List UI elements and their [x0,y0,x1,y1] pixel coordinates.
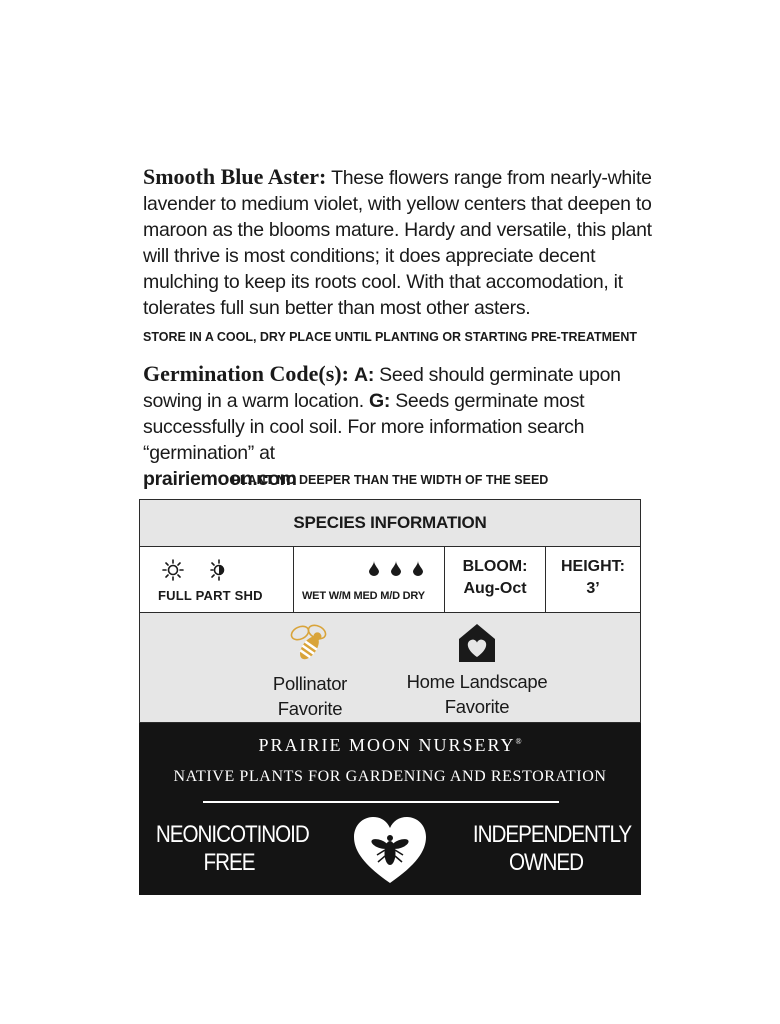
sun-exposure-cell [140,547,294,612]
bloom-cell [445,547,546,612]
height-label: HEIGHT: [561,558,625,575]
planting-depth-note: PLANT NO DEEPER THAN THE WIDTH OF THE SEED [231,473,549,487]
brand-tagline: NATIVE PLANTS FOR GARDENING AND RESTORATION [173,768,607,785]
germination-code-g: G: [369,390,391,412]
germination-heading: Germination Code(s): [143,361,349,386]
brand-name: PRAIRIE MOON NURSERY® [258,735,522,755]
footer-divider [203,801,559,803]
home-landscape-badge-line2: Favorite [444,696,510,717]
bloom-value: Aug-Oct [463,580,527,597]
species-description [143,164,653,321]
home-landscape-badge-line1: Home Landscape [406,671,548,692]
brand-footer [139,723,641,895]
germination-text-g: Seeds germinate most successfully in cool soil. For more information search “germination” at [143,390,585,464]
storage-note: STORE IN A COOL, DRY PLACE UNTIL PLANTING OR STARTING PRE-TREATMENT [143,330,637,344]
part-sun-icon [208,559,230,581]
full-sun-icon [162,559,184,581]
badges-area [140,613,640,723]
species-description-text: These flowers range from nearly-white lavender to medium violet, with yellow centers that deepen to maroon as the blooms mature. Hardy and versatile, this plant will thrive is most conditions; it does appreciate decent mulching to keep its roots cool. With that accomodation, it tolerates full sun better than most other asters. [143,167,652,319]
heart-bee-icon [354,817,426,885]
pollinator-badge [240,623,380,721]
independently-owned-badge: INDEPENDENTLY OWNED [472,821,632,876]
moisture-labels: WET W/M MED M/D DRY [302,590,425,602]
moisture-cell [294,547,445,612]
height-cell [546,547,640,612]
germination-text-a: Seed should germinate upon sowing in a warm location. [143,364,621,412]
pollinator-badge-line1: Pollinator [272,673,348,694]
water-drop-icon [413,561,423,576]
species-name: Smooth Blue Aster: [143,164,327,189]
home-landscape-badge [402,623,552,719]
height-value: 3’ [586,580,600,597]
germination-code-a: A: [354,364,375,386]
website-link[interactable]: prairiemoon.com [143,468,297,490]
bee-icon [287,623,333,665]
sun-exposure-labels: FULL PART SHD [158,588,263,603]
species-info-row [140,547,640,613]
trademark-symbol: ® [515,737,522,746]
pollinator-badge-line2: Favorite [277,698,343,719]
water-drop-icon [369,561,379,576]
house-heart-icon [458,623,496,663]
neonicotinoid-free-badge: NEONICOTINOID FREE [155,821,309,876]
bloom-label: BLOOM: [462,558,528,575]
species-info-panel [139,499,641,723]
species-info-title: SPECIES INFORMATION [140,500,640,547]
water-drop-icon [391,561,401,576]
